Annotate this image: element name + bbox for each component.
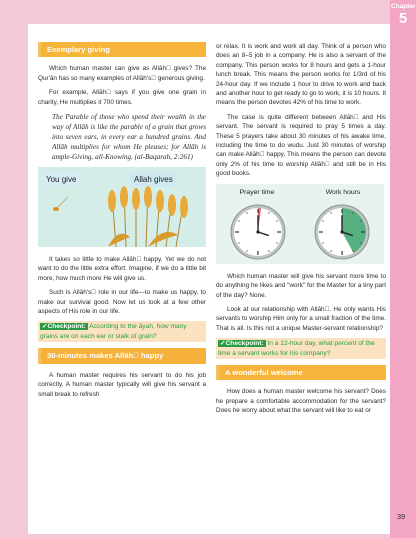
section-heading-30-minutes: 30-minutes makes Allāh᷵ happy — [38, 348, 206, 363]
page-number: 39 — [396, 512, 406, 521]
chapter-tab — [390, 0, 416, 538]
seed-grain — [53, 207, 59, 211]
chapter-label: Chapter — [391, 3, 416, 10]
checkpoint-right — [216, 338, 386, 359]
paragraph: Such is Allāh's᷵ role in our life—to make us happy, to make our survival good. Now let us look at a few other aspects of His role in our life. — [38, 289, 206, 316]
grain-figure — [38, 167, 206, 247]
checkpoint-text: According to the āyah, how many grains are on each ear or stalk of grain? — [40, 323, 187, 340]
paragraph: Which human master will give his servant more time to do anything he likes and "work" for the Master for a tiny part of the day? None. — [216, 272, 386, 299]
chapter-number: 5 — [398, 10, 408, 27]
checkpoint-left — [38, 321, 206, 342]
clocks-svg — [216, 184, 386, 264]
prayer-time-caption: Prayer time — [239, 188, 275, 196]
left-column — [38, 42, 206, 404]
paragraph: Look at our relationship with Allāh᷵. He only wants His servants to worship Him only for a small fraction of the time. That is all. Is this not a unique Master-servant relationship? — [216, 305, 386, 332]
checkpoint-label: ✓Checkpoint: — [220, 340, 264, 348]
right-column — [216, 42, 386, 421]
paragraph: The case is quite different between Allāh᷵ and His servant. The servant is required to pray 5 times a day. These 5 prayers take about 30 minutes of his awake time, including the time to do wudu. Just 30 minutes of worship can make Allāh᷵ happy. This means the person can devote only 2% of his time to worship Allāh᷵ and still be in His good books. — [216, 113, 386, 178]
you-give-label: You give — [42, 173, 80, 186]
page — [28, 24, 390, 534]
checkpoint-label: ✓Checkpoint: — [42, 323, 86, 331]
paragraph: How does a human master welcome his servant? Does he prepare a comfortable accommodation for the servant? Does he worry about what the servant will like to eat or — [216, 388, 386, 415]
prayer-clock — [231, 205, 285, 259]
work-clock-center — [340, 230, 343, 233]
section-heading-exemplary-giving: Exemplary giving — [38, 42, 206, 57]
seed-stem — [58, 197, 68, 207]
paragraph: or relax. It is work and work all day. Think of a person who does an 8–5 job in a company. He is also a servant of the company. This person works for 8 hours and gets a 1-hour lunch break. This means the person works for 1/3rd of his 24-hour day. If we include 1 hour to drive to work and back and another hour to get ready to go to work, it is 10 hours. It means the person devotes 42% of his time to work. — [216, 43, 386, 107]
clocks-figure — [216, 184, 384, 264]
prayer-clock-center — [256, 230, 259, 233]
section-heading-wonderful-welcome: A wonderful welcome — [216, 365, 386, 380]
paragraph: A human master requires his servant to do his job correctly. A human master typically will give his servant a small break to refresh — [38, 371, 206, 398]
wheat-ears — [108, 186, 188, 218]
quran-quote: The Parable of those who spend their wealth in the way of Allāh is like the parable of a grain that grows into seven ears, in every ear a hundred grains. And Allāh multiplies for whom He pleases; for Allāh is ample-Giving, all-Knowing. (al-Baqarah, 2:261) — [52, 113, 206, 162]
work-hours-caption: Work hours — [325, 188, 361, 196]
paragraph: It takes so little to make Allāh᷵ happy. Yet we do not want to do the little extra effort. Imagine, if we do a little bit more, how much more He will give us. — [38, 256, 206, 282]
checkpoint-text: In a 12-hour day, what percent of the time a servant works for his company? — [218, 340, 375, 357]
allah-gives-label: Allah gives — [130, 173, 177, 186]
work-clock — [315, 205, 369, 259]
paragraph: Which human master can give as Allāh᷵ gives? The Qur'ān has so many examples of Allāh's᷵ generous giving. — [38, 65, 206, 82]
paragraph: For example, Allāh᷵ says if you give one grain in charity, He multiplies it 700 times. — [38, 89, 206, 106]
wheat-illustration — [38, 167, 206, 247]
wheat-leaves — [108, 232, 178, 247]
